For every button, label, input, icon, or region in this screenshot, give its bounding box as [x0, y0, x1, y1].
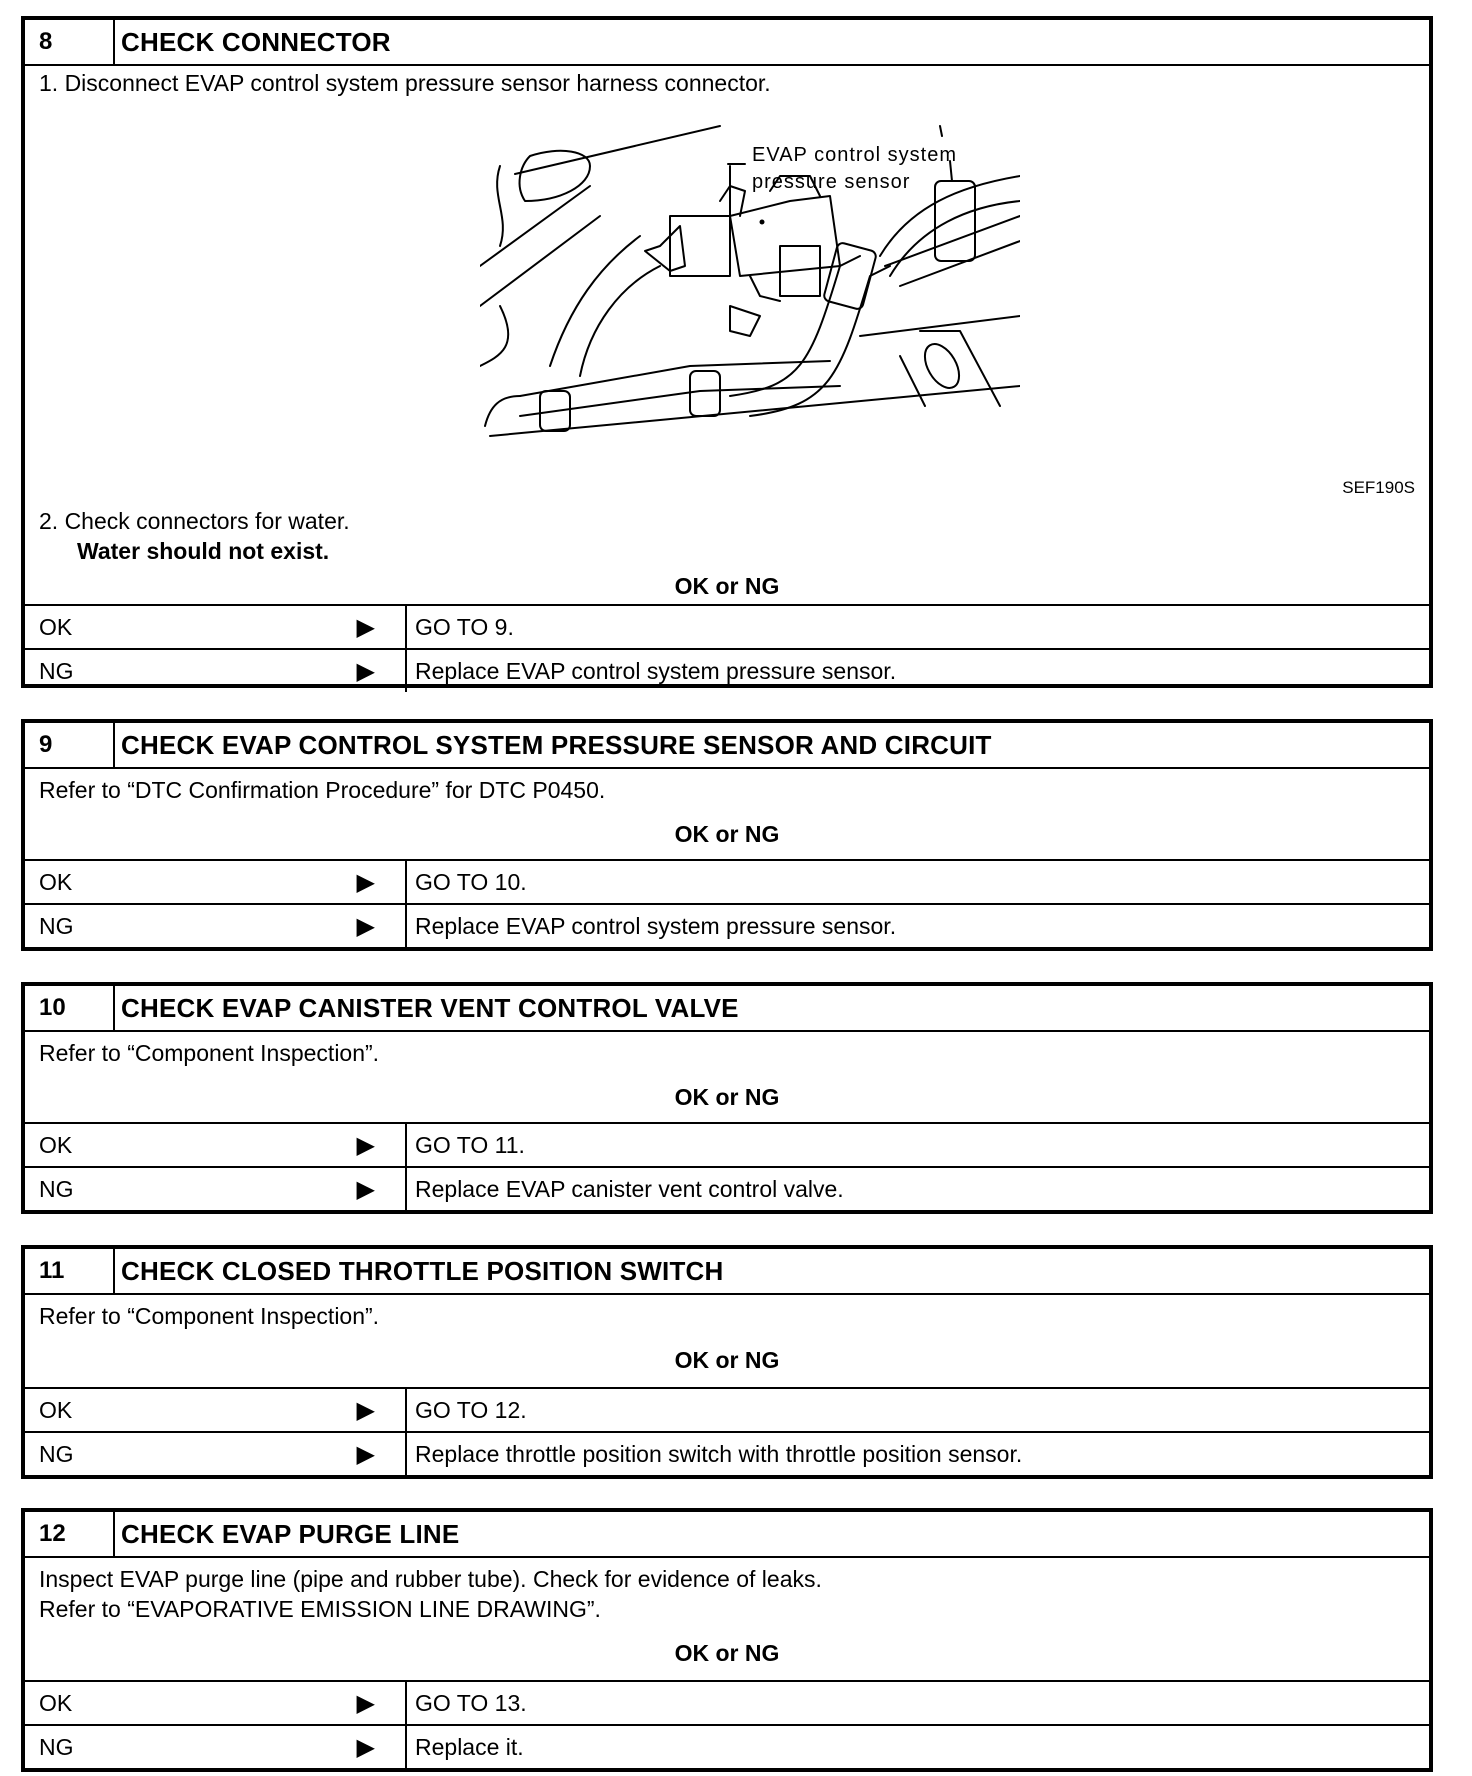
instruction-line: Refer to “Component Inspection”.	[39, 1303, 380, 1329]
arrow-right-icon: ▶	[356, 1396, 375, 1424]
step-title: CHECK CLOSED THROTTLE POSITION SWITCH	[121, 1256, 724, 1286]
ok-or-ng-label: OK or NG	[674, 1640, 780, 1666]
result-row-ok	[25, 604, 1429, 648]
instruction-step-2-note: Water should not exist.	[77, 538, 330, 564]
result-row-ok	[25, 1387, 1429, 1431]
arrow-right-icon: ▶	[356, 657, 375, 685]
step-header	[25, 20, 1429, 66]
step-9-block	[21, 719, 1433, 951]
result-action: Replace it.	[415, 1733, 524, 1760]
step-header	[25, 986, 1429, 1032]
ok-or-ng-label: OK or NG	[674, 573, 780, 599]
step-header	[25, 1249, 1429, 1295]
step-title: CHECK EVAP CONTROL SYSTEM PRESSURE SENSOR AND CIRCUIT	[121, 730, 992, 760]
step-number: 9	[25, 723, 115, 767]
result-row-ng	[25, 648, 1429, 692]
step-number: 10	[25, 986, 115, 1030]
instruction-line: Inspect EVAP purge line (pipe and rubber tube). Check for evidence of leaks.	[39, 1566, 822, 1592]
arrow-right-icon: ▶	[356, 613, 375, 641]
instruction-line: Refer to “DTC Confirmation Procedure” for DTC P0450.	[39, 777, 606, 803]
result-row-ok	[25, 1680, 1429, 1724]
step-number: 8	[25, 20, 115, 64]
step-body	[25, 769, 1429, 859]
result-action: GO TO 10.	[415, 868, 527, 895]
result-key: OK	[39, 1396, 73, 1423]
figure-code: SEF190S	[1342, 478, 1415, 497]
arrow-right-icon: ▶	[356, 1131, 375, 1159]
instruction-line: Refer to “EVAPORATIVE EMISSION LINE DRAWING”.	[39, 1596, 601, 1622]
result-key: OK	[39, 1131, 73, 1158]
result-action: GO TO 9.	[415, 613, 514, 640]
step-body	[25, 1032, 1429, 1122]
instruction-step-1: 1. Disconnect EVAP control system pressure sensor harness connector.	[39, 70, 771, 96]
arrow-right-icon: ▶	[356, 1689, 375, 1717]
figure-label-line1: EVAP control system	[752, 144, 957, 166]
arrow-right-icon: ▶	[356, 912, 375, 940]
ok-or-ng-label: OK or NG	[674, 821, 780, 847]
result-row-ng	[25, 903, 1429, 947]
result-action: Replace EVAP canister vent control valve.	[415, 1175, 844, 1202]
result-action: Replace throttle position switch with throttle position sensor.	[415, 1440, 1023, 1467]
result-row-ng	[25, 1724, 1429, 1768]
step-number: 12	[25, 1512, 115, 1556]
figure-label-line2: pressure sensor	[752, 171, 911, 193]
evap-sensor-illustration	[480, 106, 1020, 446]
result-key: OK	[39, 868, 73, 895]
step-number: 11	[25, 1249, 115, 1293]
step-title: CHECK CONNECTOR	[121, 27, 391, 57]
result-row-ng	[25, 1166, 1429, 1210]
step-body	[25, 1295, 1429, 1387]
result-action: GO TO 11.	[415, 1131, 525, 1158]
step-10-block	[21, 982, 1433, 1214]
result-row-ok	[25, 859, 1429, 903]
result-row-ng	[25, 1431, 1429, 1475]
step-12-block	[21, 1508, 1433, 1772]
result-action: Replace EVAP control system pressure sensor.	[415, 657, 897, 684]
arrow-right-icon: ▶	[356, 1440, 375, 1468]
result-key: NG	[39, 1440, 74, 1467]
ok-or-ng-label: OK or NG	[674, 1084, 780, 1110]
step-title: CHECK EVAP CANISTER VENT CONTROL VALVE	[121, 993, 739, 1023]
step-8-block	[21, 16, 1433, 688]
result-key: OK	[39, 1689, 73, 1716]
arrow-right-icon: ▶	[356, 868, 375, 896]
step-body	[25, 66, 1429, 604]
result-key: NG	[39, 1175, 74, 1202]
arrow-right-icon: ▶	[356, 1733, 375, 1761]
result-key: OK	[39, 613, 73, 640]
ok-or-ng-label: OK or NG	[674, 1347, 780, 1373]
result-key: NG	[39, 912, 74, 939]
step-header	[25, 1512, 1429, 1558]
step-11-block	[21, 1245, 1433, 1479]
result-row-ok	[25, 1122, 1429, 1166]
instruction-step-2: 2. Check connectors for water.	[39, 508, 350, 534]
step-title: CHECK EVAP PURGE LINE	[121, 1519, 460, 1549]
step-body	[25, 1558, 1429, 1680]
step-header	[25, 723, 1429, 769]
arrow-right-icon: ▶	[356, 1175, 375, 1203]
result-key: NG	[39, 657, 74, 684]
result-action: GO TO 13.	[415, 1689, 527, 1716]
result-key: NG	[39, 1733, 74, 1760]
instruction-line: Refer to “Component Inspection”.	[39, 1040, 380, 1066]
result-action: Replace EVAP control system pressure sensor.	[415, 912, 897, 939]
result-action: GO TO 12.	[415, 1396, 527, 1423]
